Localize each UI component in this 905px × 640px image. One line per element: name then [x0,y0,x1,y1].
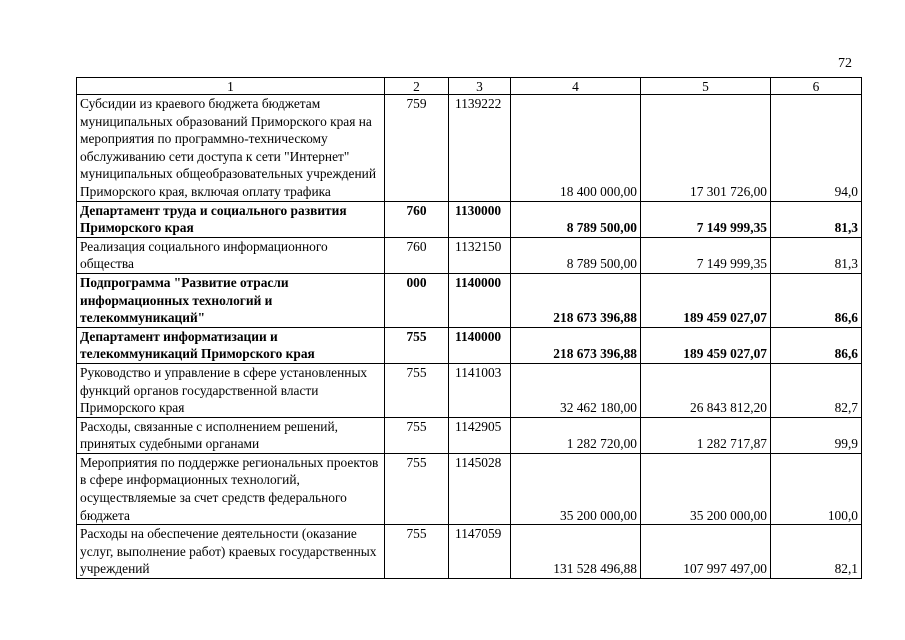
cell-code: 755 [385,363,449,417]
cell-code: 1147059 [449,525,511,579]
cell-code: 1142905 [449,417,511,453]
cell-percent: 99,9 [771,417,862,453]
cell-name: Реализация социального информационного общества [77,237,385,273]
table-row [77,95,862,202]
cell-percent: 86,6 [771,327,862,363]
cell-amount: 32 462 180,00 [511,363,641,417]
cell-code: 1132150 [449,237,511,273]
cell-amount: 17 301 726,00 [641,95,771,202]
cell-amount: 218 673 396,88 [511,327,641,363]
cell-amount: 35 200 000,00 [511,453,641,524]
table-row [77,327,862,363]
cell-amount: 7 149 999,35 [641,237,771,273]
cell-amount: 189 459 027,07 [641,327,771,363]
cell-name: Расходы на обеспечение деятельности (оказание услуг, выполнение работ) краевых государственных учреждений [77,525,385,579]
cell-amount: 35 200 000,00 [641,453,771,524]
cell-percent: 82,1 [771,525,862,579]
cell-percent: 81,3 [771,237,862,273]
cell-code: 755 [385,327,449,363]
column-header: 4 [511,78,641,95]
column-header: 3 [449,78,511,95]
column-header: 6 [771,78,862,95]
cell-name: Руководство и управление в сфере установленных функций органов государственной власти Приморского края [77,363,385,417]
cell-amount: 8 789 500,00 [511,237,641,273]
table-row [77,363,862,417]
cell-percent: 81,3 [771,201,862,237]
cell-amount: 1 282 720,00 [511,417,641,453]
cell-code: 1145028 [449,453,511,524]
table-row [77,237,862,273]
cell-amount: 1 282 717,87 [641,417,771,453]
cell-code: 755 [385,453,449,524]
cell-code: 755 [385,417,449,453]
cell-amount: 218 673 396,88 [511,273,641,327]
cell-percent: 82,7 [771,363,862,417]
cell-percent: 100,0 [771,453,862,524]
cell-name: Департамент информатизации и телекоммуникаций Приморского края [77,327,385,363]
cell-code: 000 [385,273,449,327]
table-row [77,525,862,579]
table-header-row [77,78,862,95]
cell-code: 1140000 [449,273,511,327]
column-header: 1 [77,78,385,95]
cell-percent: 94,0 [771,95,862,202]
cell-code: 759 [385,95,449,202]
cell-amount: 189 459 027,07 [641,273,771,327]
cell-code: 1141003 [449,363,511,417]
cell-code: 760 [385,237,449,273]
table-row [77,273,862,327]
cell-name: Департамент труда и социального развития Приморского края [77,201,385,237]
cell-code: 1139222 [449,95,511,202]
cell-amount: 131 528 496,88 [511,525,641,579]
cell-code: 755 [385,525,449,579]
cell-amount: 18 400 000,00 [511,95,641,202]
cell-name: Субсидии из краевого бюджета бюджетам муниципальных образований Приморского края на мероприятия по программно-техническому обслуживанию сети доступа к сети "Интернет" муниципальных общеобразовательных учреждений Приморского края, включая оплату трафика [77,95,385,202]
cell-name: Подпрограмма "Развитие отрасли информационных технологий и телекоммуникаций" [77,273,385,327]
cell-code: 760 [385,201,449,237]
table-row [77,417,862,453]
page-number: 72 [838,56,852,71]
table-row [77,201,862,237]
cell-percent: 86,6 [771,273,862,327]
cell-amount: 7 149 999,35 [641,201,771,237]
cell-name: Расходы, связанные с исполнением решений, принятых судебными органами [77,417,385,453]
column-header: 2 [385,78,449,95]
table-row [77,453,862,524]
cell-amount: 107 997 497,00 [641,525,771,579]
cell-amount: 8 789 500,00 [511,201,641,237]
column-header: 5 [641,78,771,95]
cell-code: 1140000 [449,327,511,363]
budget-table [76,77,862,579]
cell-amount: 26 843 812,20 [641,363,771,417]
cell-name: Мероприятия по поддержке региональных проектов в сфере информационных технологий, осуществляемые за счет средств федерального бюджета [77,453,385,524]
cell-code: 1130000 [449,201,511,237]
